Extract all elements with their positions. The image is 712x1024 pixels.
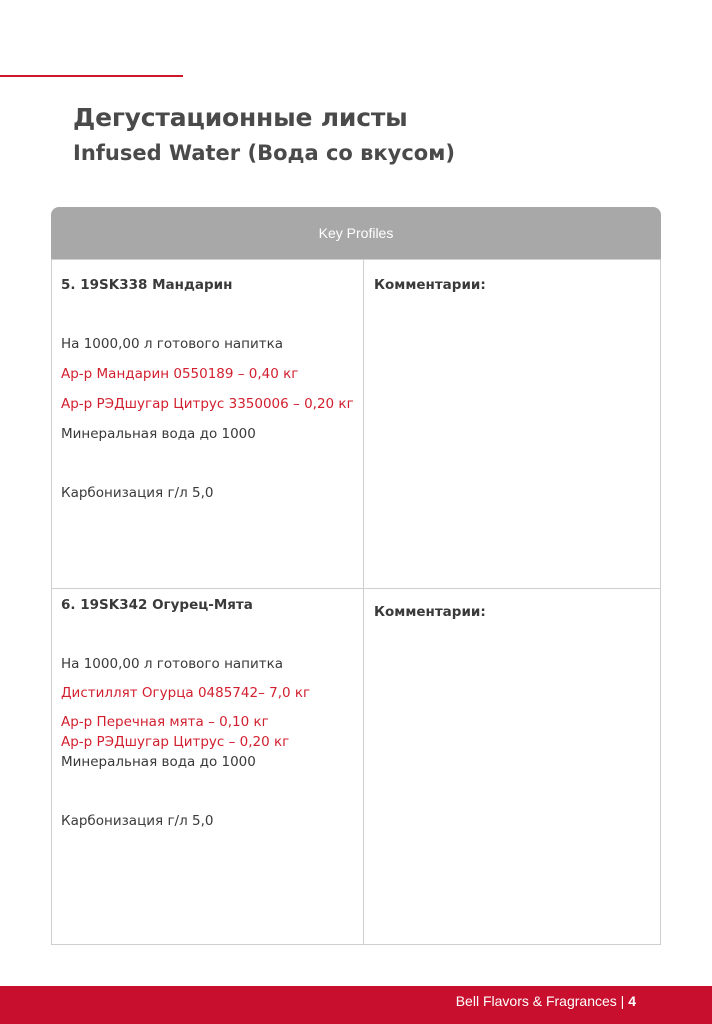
- comments-label: Комментарии:: [374, 604, 486, 620]
- top-accent-rule: [0, 75, 183, 77]
- footer-separator: |: [620, 993, 625, 1009]
- ingredient-line: Дистиллят Огурца 0485742– 7,0 кг: [61, 685, 311, 701]
- table-header: [51, 207, 661, 259]
- table-header-label: Key Profiles: [318, 225, 394, 241]
- ingredient-line: Ар-р Мандарин 0550189 – 0,40 кг: [61, 366, 299, 382]
- carbonation-line: Карбонизация г/л 5,0: [61, 485, 214, 501]
- page-title: Дегустационные листы: [73, 103, 408, 132]
- row-divider: [52, 588, 660, 589]
- base-volume: На 1000,00 л готового напитка: [61, 656, 284, 672]
- footer-text: [456, 993, 636, 1009]
- footer-brand: Bell Flavors & Fragrances: [455, 993, 617, 1009]
- ingredient-line: Ар-р РЭДшугар Цитрус – 0,20 кг: [61, 734, 290, 750]
- ingredient-line: Ар-р Перечная мята – 0,10 кг: [61, 714, 269, 730]
- page-subtitle: Infused Water (Вода со вкусом): [73, 141, 455, 165]
- product-name: 5. 19SK338 Мандарин: [61, 277, 233, 293]
- product-name: 6. 19SK342 Огурец-Мята: [61, 597, 253, 613]
- column-divider: [363, 260, 364, 944]
- comments-label: Комментарии:: [374, 277, 486, 293]
- footer-bar: [0, 986, 712, 1024]
- water-line: Минеральная вода до 1000: [61, 426, 256, 442]
- base-volume: На 1000,00 л готового напитка: [61, 336, 284, 352]
- tasting-table: [51, 259, 661, 945]
- page-number: 4: [628, 993, 636, 1009]
- ingredient-line: Ар-р РЭДшугар Цитрус 3350006 – 0,20 кг: [61, 396, 354, 412]
- water-line: Минеральная вода до 1000: [61, 754, 256, 770]
- carbonation-line: Карбонизация г/л 5,0: [61, 813, 214, 829]
